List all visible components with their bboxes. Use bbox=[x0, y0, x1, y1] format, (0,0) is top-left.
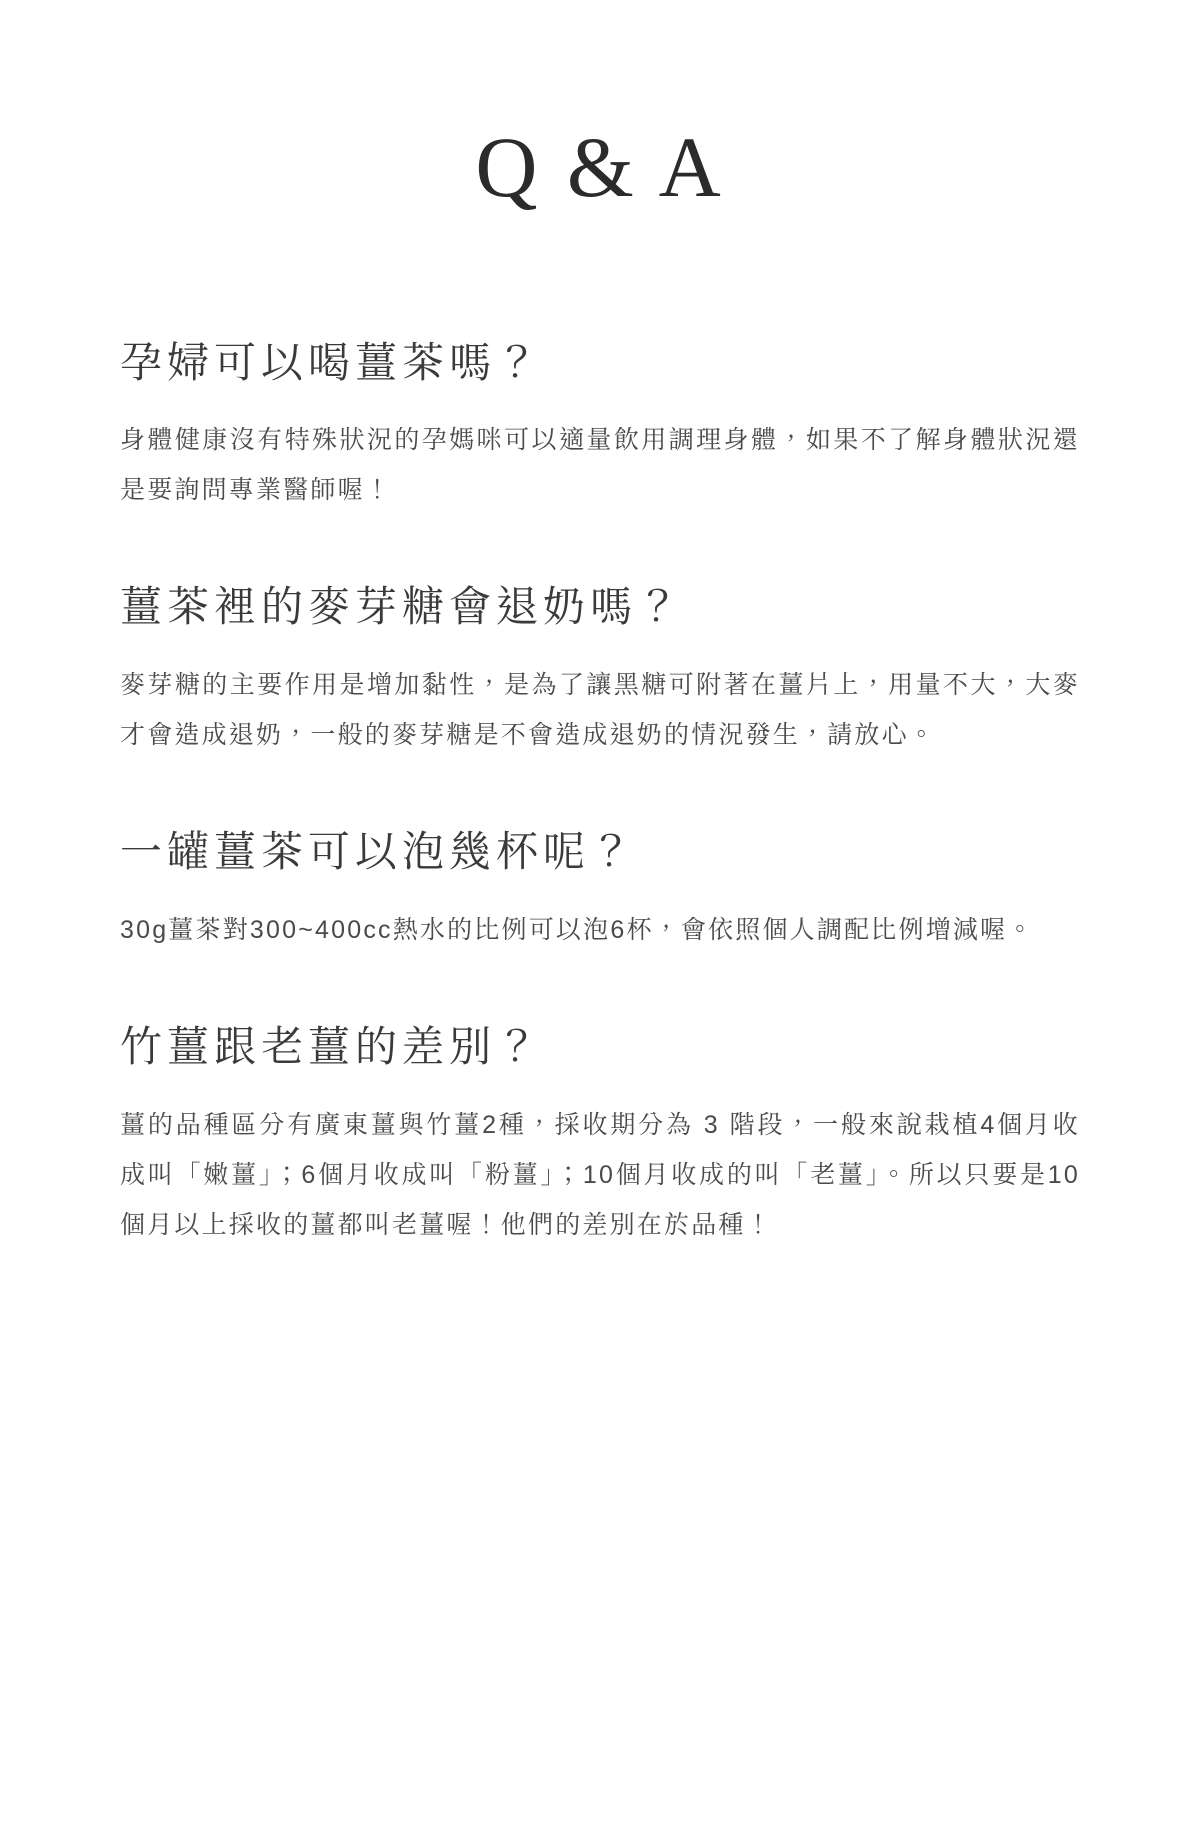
faq-item bbox=[60, 333, 1140, 516]
faq-item bbox=[60, 1017, 1140, 1250]
faq-item bbox=[60, 577, 1140, 760]
faq-answer: 30g薑茶對300~400cc熱水的比例可以泡6杯，會依照個人調配比例增減喔。 bbox=[120, 916, 1035, 945]
faq-answer: 薑的品種區分有廣東薑與竹薑2種，採收期分為 3 階段，一般來說栽植4個月收成叫「嫩薑」；6個月收成叫「粉薑」；10個月收成的叫「老薑」。所以只要是10個月以上採收的薑都叫老薑喔！他們的差別在於品種！ bbox=[120, 1111, 1080, 1240]
faq-answer: 麥芽糖的主要作用是增加黏性，是為了讓黑糖可附著在薑片上，用量不大，大麥才會造成退奶，一般的麥芽糖是不會造成退奶的情況發生，請放心。 bbox=[120, 671, 1080, 750]
faq-question: 竹薑跟老薑的差別？ bbox=[120, 1023, 544, 1071]
faq-question: 薑茶裡的麥芽糖會退奶嗎？ bbox=[120, 583, 685, 631]
faq-answer: 身體健康沒有特殊狀況的孕媽咪可以適量飲用調理身體，如果不了解身體狀況還是要詢問專業醫師喔！ bbox=[120, 426, 1080, 505]
faq-list bbox=[60, 333, 1140, 1251]
faq-question: 一罐薑茶可以泡幾杯呢？ bbox=[120, 828, 638, 876]
faq-item bbox=[60, 822, 1140, 955]
page-title: Q & A bbox=[475, 119, 725, 215]
faq-question: 孕婦可以喝薑茶嗎？ bbox=[120, 338, 544, 386]
faq-content bbox=[60, 0, 1140, 1290]
